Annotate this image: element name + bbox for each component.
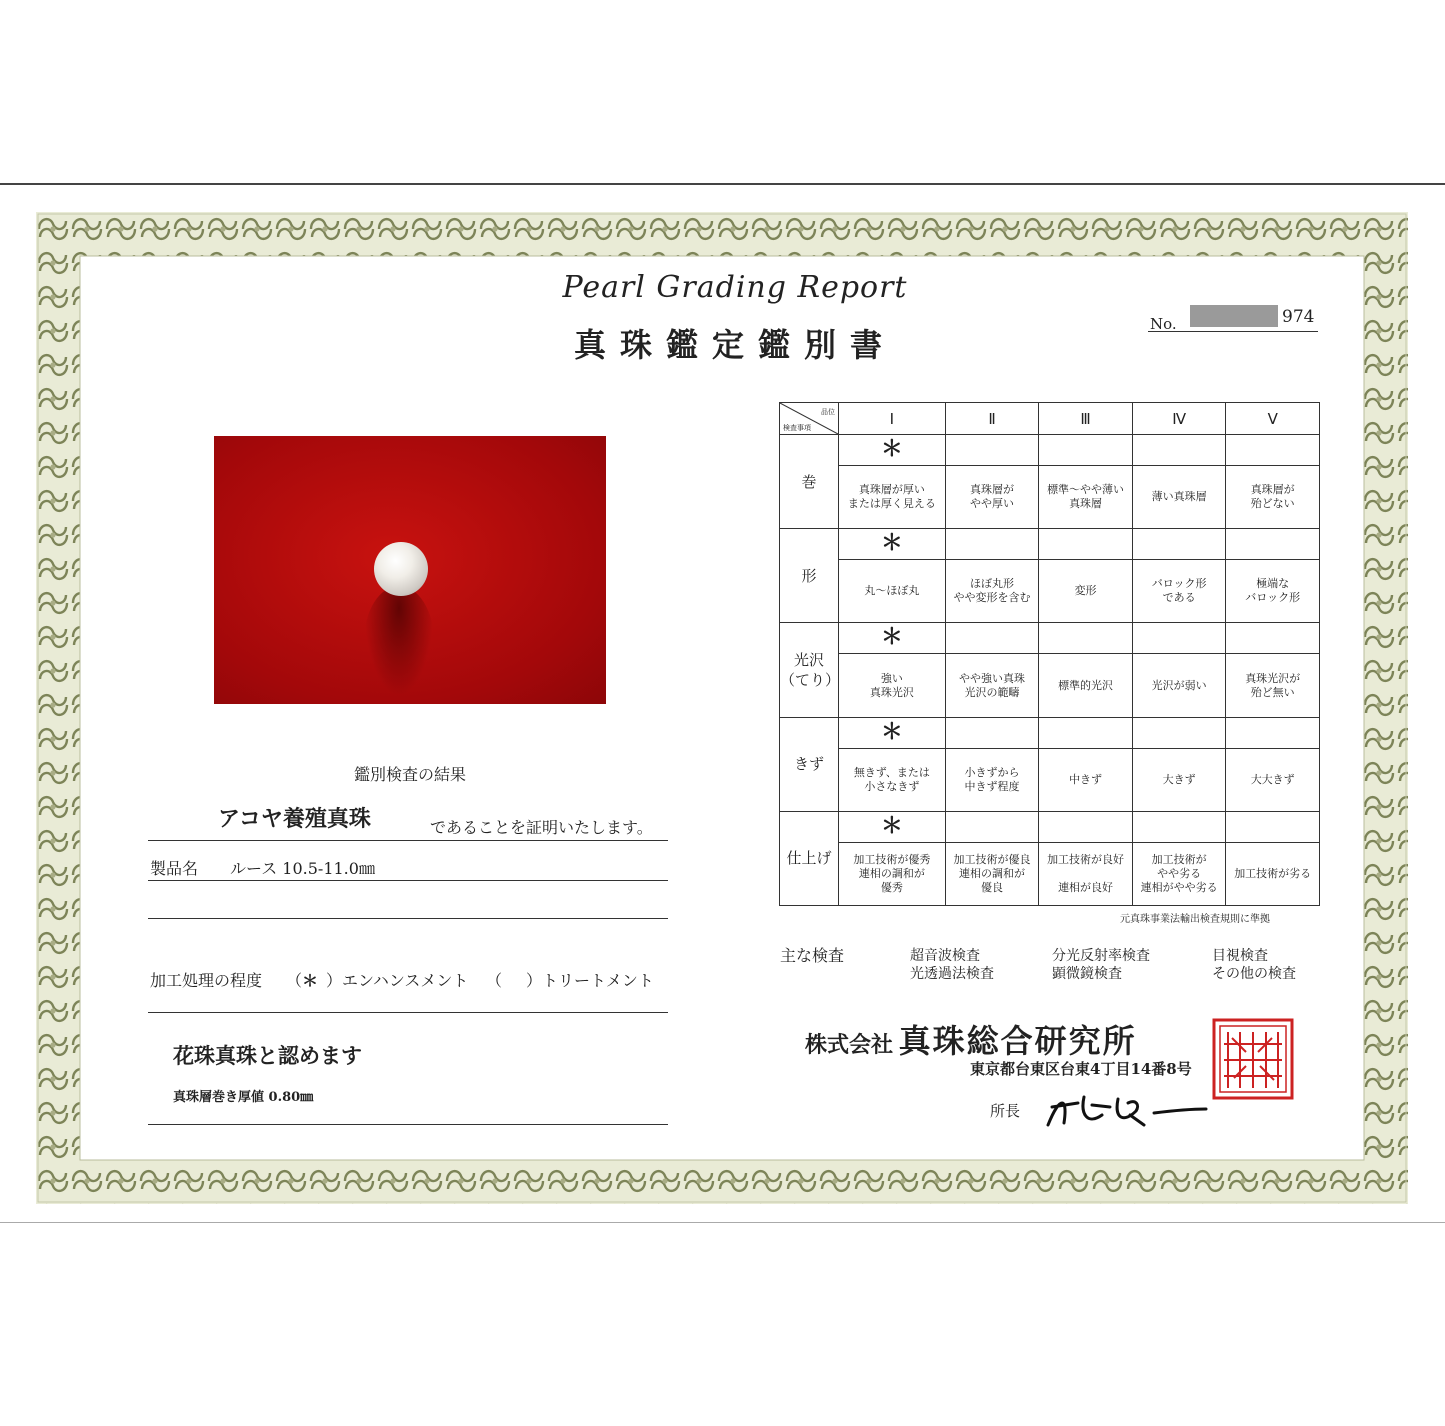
grade-description: 極端な バロック形 — [1226, 560, 1320, 623]
grade-header: Ⅳ — [1132, 403, 1226, 435]
result-title: 鑑別検査の結果 — [353, 765, 466, 784]
grade-mark-cell — [1226, 529, 1320, 560]
grade-description: 真珠光沢が 殆ど無い — [1226, 654, 1320, 717]
grade-mark-cell — [1132, 529, 1226, 560]
top-rule — [0, 183, 1445, 185]
grade-description: 変形 — [1039, 560, 1133, 623]
grade-description: バロック形 である — [1132, 560, 1226, 623]
grade-header: Ⅴ — [1226, 403, 1320, 435]
grade-mark-cell — [1039, 717, 1133, 748]
grade-description: 薄い真珠層 — [1132, 466, 1226, 529]
grade-description: 加工技術が優秀 連相の調和が 優秀 — [839, 842, 946, 905]
grade-mark-cell: ＊ — [839, 811, 946, 842]
grade-description: 強い 真珠光沢 — [839, 654, 946, 717]
director-signature — [1040, 1085, 1210, 1135]
report-title-japanese: 真珠鑑定鑑別書 — [573, 326, 896, 364]
pearl-photo — [214, 436, 606, 704]
treatment-open-paren: （ — [286, 971, 303, 990]
treatment-enhancement: ）エンハンスメント — [326, 971, 469, 990]
grade-mark-cell — [1039, 435, 1133, 466]
grade-mark-cell — [1039, 623, 1133, 654]
grade-description: 加工技術が劣る — [1226, 842, 1320, 905]
grade-description: 加工技術が良好 連相が良好 — [1039, 842, 1133, 905]
certify-statement: であることを証明いたします。 — [430, 818, 653, 837]
pearl-shadow — [364, 586, 434, 696]
grade-description: やや強い真珠 光沢の範疇 — [945, 654, 1039, 717]
grade-header: Ⅰ — [839, 403, 946, 435]
grade-mark-cell — [945, 529, 1039, 560]
grade-category: 巻 — [780, 435, 839, 529]
certificate-number-suffix: 974 — [1282, 307, 1315, 327]
grade-description: 小きずから 中きず程度 — [945, 748, 1039, 811]
corner-grade-label: 品位 — [821, 408, 835, 416]
grade-header: Ⅲ — [1039, 403, 1133, 435]
grade-mark-cell — [945, 717, 1039, 748]
inspection-item: 超音波検査 — [910, 948, 980, 964]
certificate-number-label: No. — [1150, 315, 1177, 333]
nacre-thickness: 真珠層巻き厚値 0.80㎜ — [173, 1090, 314, 1105]
rule-line — [148, 918, 668, 919]
grade-mark-cell — [1132, 717, 1226, 748]
regulation-note: 元真珠事業法輸出検査規則に準拠 — [1120, 914, 1270, 925]
company-main-name: 真珠総合研究所 — [898, 1022, 1137, 1060]
grade-mark-cell — [1132, 435, 1226, 466]
grade-category: きず — [780, 717, 839, 811]
grade-mark-cell — [1226, 811, 1320, 842]
grade-mark-cell: ＊ — [839, 529, 946, 560]
inspection-item: 光透過法検査 — [910, 966, 994, 982]
grade-description: ほぼ丸形 やや変形を含む — [945, 560, 1039, 623]
corner-item-label: 検査事項 — [783, 424, 811, 432]
grade-category: 仕上げ — [780, 811, 839, 905]
grade-description: 真珠層が厚い または厚く見える — [839, 466, 946, 529]
treatment-treatment: ）トリートメント — [526, 971, 654, 990]
grade-mark-cell: ＊ — [839, 717, 946, 748]
rule-line — [148, 1124, 668, 1125]
grade-mark-cell: ＊ — [839, 623, 946, 654]
grade-description: 大大きず — [1226, 748, 1320, 811]
grade-mark-cell — [1132, 623, 1226, 654]
treatment-enhancement-mark: ＊ — [302, 971, 319, 990]
grade-mark-cell: ＊ — [839, 435, 946, 466]
grade-description: 中きず — [1039, 748, 1133, 811]
grade-description: 丸～ほぼ丸 — [839, 560, 946, 623]
grade-description: 光沢が弱い — [1132, 654, 1226, 717]
grade-description: 無きず、または 小さなきず — [839, 748, 946, 811]
company-name — [805, 1016, 1137, 1062]
inspection-item: 顕微鏡検査 — [1052, 966, 1122, 982]
grade-mark-cell — [1226, 717, 1320, 748]
inspection-item: 分光反射率検査 — [1052, 948, 1150, 964]
grade-description: 真珠層が やや厚い — [945, 466, 1039, 529]
grade-description: 加工技術が優良 連相の調和が 優良 — [945, 842, 1039, 905]
grade-description: 大きず — [1132, 748, 1226, 811]
grade-mark-cell — [1039, 811, 1133, 842]
rule-line — [148, 1012, 668, 1013]
grade-header: Ⅱ — [945, 403, 1039, 435]
grade-mark-cell — [945, 811, 1039, 842]
report-title-script: Pearl Grading Report — [562, 270, 908, 305]
grade-category: 形 — [780, 529, 839, 623]
grading-rows — [780, 435, 1320, 906]
grade-mark-cell — [1226, 623, 1320, 654]
table-corner — [780, 403, 839, 435]
inspection-label: 主な検査 — [780, 946, 845, 965]
product-label: 製品名 — [150, 859, 199, 878]
grade-mark-cell — [1226, 435, 1320, 466]
grade-mark-cell — [945, 623, 1039, 654]
grade-mark-cell — [945, 435, 1039, 466]
grade-mark-cell — [1132, 811, 1226, 842]
company-address: 東京都台東区台東4丁目14番8号 — [970, 1060, 1192, 1078]
grade-description: 真珠層が 殆どない — [1226, 466, 1320, 529]
director-label: 所長 — [990, 1102, 1021, 1120]
company-prefix: 株式会社 — [805, 1033, 894, 1058]
rule-line — [148, 840, 668, 841]
treatment-label: 加工処理の程度 — [150, 971, 263, 990]
treatment-open-paren: （ — [486, 971, 503, 990]
inspection-item: その他の検査 — [1212, 966, 1296, 982]
grade-mark-cell — [1039, 529, 1133, 560]
grade-category: 光沢 （てり） — [780, 623, 839, 717]
inspection-item: 目視検査 — [1212, 948, 1268, 964]
hanadama-statement: 花珠真珠と認めます — [173, 1044, 362, 1068]
grading-table — [779, 402, 1320, 906]
pearl-type: アコヤ養殖真珠 — [218, 807, 371, 832]
product-value: ルース 10.5-11.0㎜ — [230, 859, 375, 878]
rule-line — [148, 880, 668, 881]
certificate-number — [1148, 305, 1318, 332]
pearl — [374, 542, 428, 596]
bottom-rule — [0, 1222, 1445, 1223]
grade-description: 標準的光沢 — [1039, 654, 1133, 717]
company-seal — [1212, 1018, 1294, 1100]
redaction-block — [1190, 305, 1278, 327]
grade-description: 加工技術が やや劣る 連相がやや劣る — [1132, 842, 1226, 905]
grade-description: 標準～やや薄い 真珠層 — [1039, 466, 1133, 529]
